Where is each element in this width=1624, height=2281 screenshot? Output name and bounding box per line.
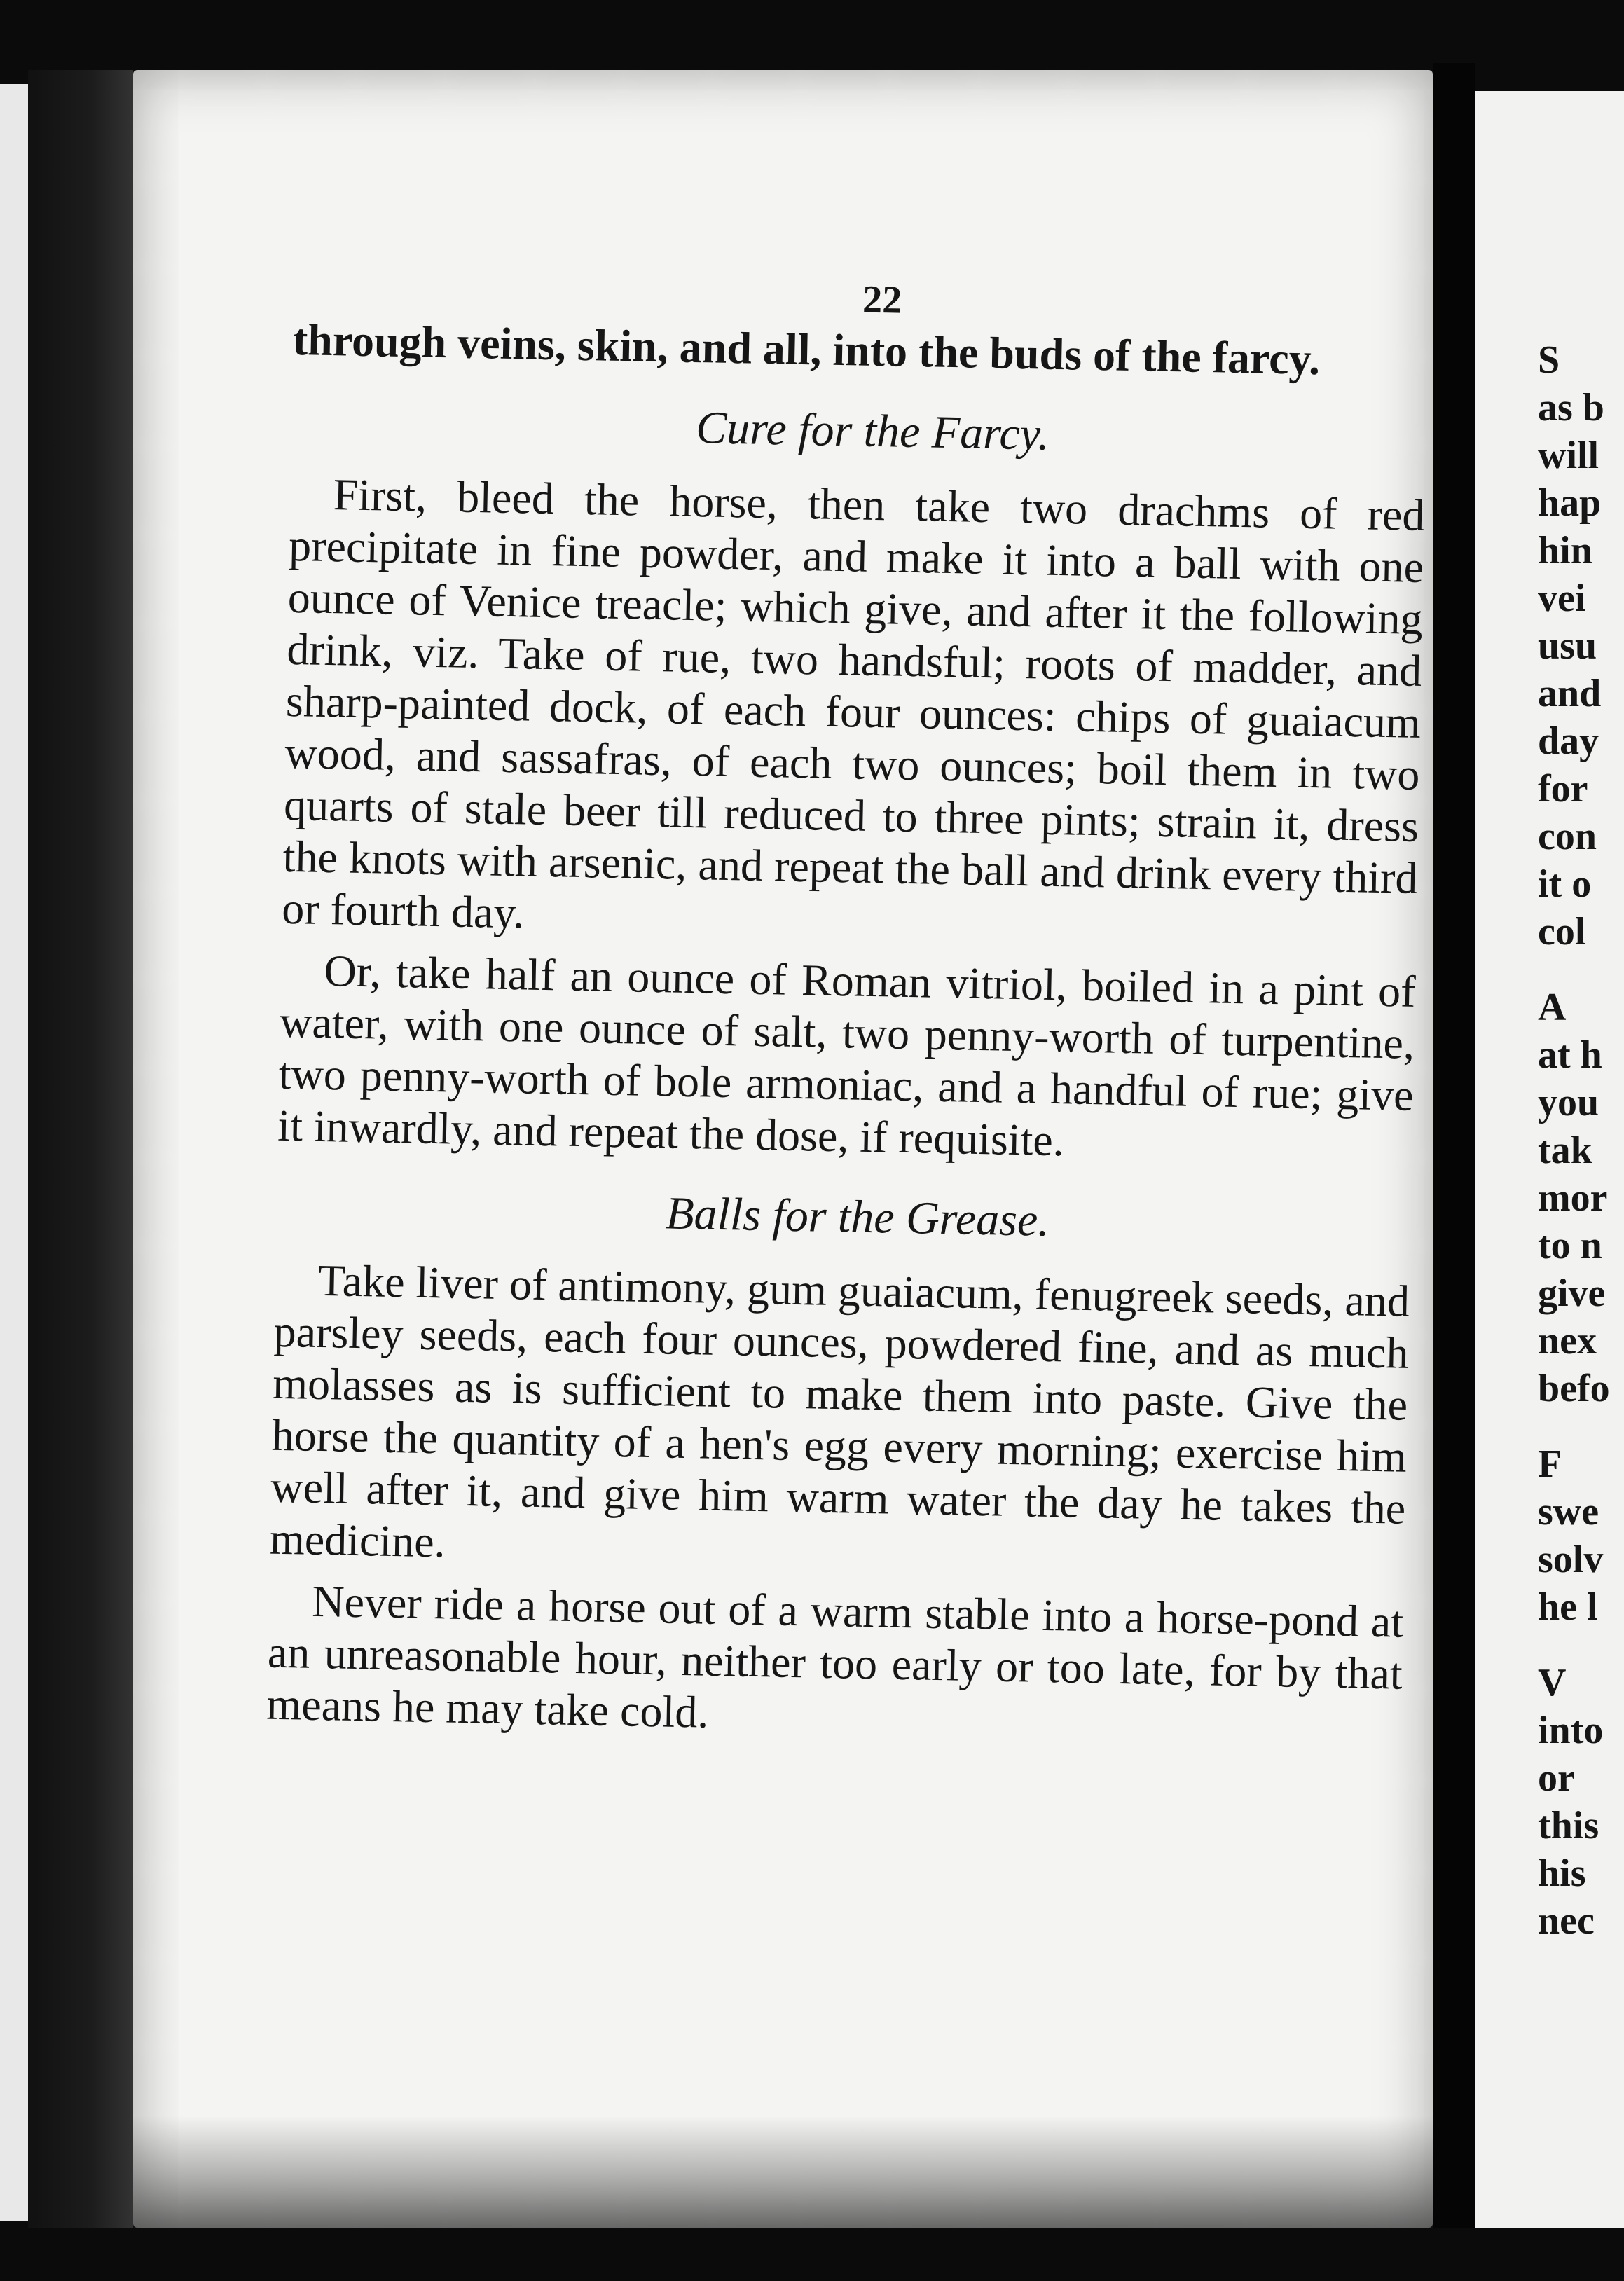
next-page-fragment: into	[1538, 1709, 1604, 1752]
next-page-fragment: you	[1538, 1081, 1599, 1124]
section-heading-grease: Balls for the Grease.	[665, 1187, 1050, 1246]
next-page-fragment: nec	[1538, 1899, 1595, 1943]
next-page-fragment: con	[1538, 815, 1597, 858]
next-page-fragment: he l	[1538, 1585, 1598, 1629]
paragraph-horse-pond-advice: Never ride a horse out of a warm stable into a horse-pond at an unreasonable hour, neither too early or too late, for by that means he may take cold.	[266, 1576, 1404, 1737]
next-page-fragment: to n	[1538, 1224, 1602, 1267]
paragraph-grease-balls: Take liver of antimony, gum guaiacum, fenugreek seeds, and parsley seeds, each four ounces, powdered fine, and as much molasses as is sufficient to make them into paste. Give the horse the quantity of a hen's egg every morning; exercise him well after it, and give him warm water the day he takes the medicine.	[269, 1255, 1410, 1567]
next-page-fragment: this	[1538, 1804, 1599, 1847]
next-page-fragment: solv	[1538, 1538, 1604, 1581]
paragraph-farcy-alternative: Or, take half an ounce of Roman vitriol, boiled in a pint of water, with one ounce of salt, two penny-worth of turpentine, two penny-worth of bole armoniac, and a handful of rue; give it inwardly, and repeat the dose, if requisite.	[277, 946, 1417, 1166]
page-number: 22	[862, 277, 902, 322]
page-bottom-shadow	[133, 2116, 1433, 2228]
scan-bottom-band	[0, 2228, 1624, 2281]
next-page-fragment: F	[1538, 1442, 1562, 1486]
paragraph-farcy-cure: First, bleed the horse, then take two drachms of red precipitate in fine powder, and make it into a ball with one ounce of Venice treacle; which give, and after it the following drink, viz. Take of rue, two handsful; roots of madder, and sharp-painted dock, of each four ounces: chips of guaiacum wood, and sassafras, of each two ounces; boil them in two quarts of stale beer till reduced to three pints; strain it, dress the knots with arsenic, and repeat the ball and drink every third or fourth day.	[281, 469, 1426, 938]
next-page-fragment: V	[1538, 1661, 1567, 1704]
next-page-fragment: befo	[1538, 1367, 1610, 1410]
continuation-paragraph: through veins, skin, and all, into the buds of the farcy.	[292, 314, 1321, 385]
next-page-fragment: as b	[1538, 386, 1604, 429]
previous-page-edge	[0, 84, 28, 2221]
left-gutter-shadow	[28, 70, 133, 2249]
next-page-fragment: hin	[1538, 529, 1592, 572]
page-text-block	[266, 266, 1429, 1762]
next-page-fragment: A	[1538, 986, 1567, 1029]
next-page-fragment: usu	[1538, 624, 1597, 668]
book-spine	[1433, 63, 1475, 2263]
next-page-fragment: hap	[1538, 481, 1602, 525]
next-page-gap	[1538, 1412, 1622, 1440]
next-page-gap	[1538, 1631, 1622, 1659]
next-page-gap	[1538, 956, 1622, 984]
next-page-fragment: day	[1538, 719, 1599, 763]
next-page-fragment: and	[1538, 672, 1602, 715]
next-page-fragment: it o	[1538, 862, 1592, 906]
next-page-fragment: give	[1538, 1272, 1606, 1315]
next-page-fragment: col	[1538, 910, 1586, 953]
next-page-fragment: his	[1538, 1852, 1586, 1895]
next-page-fragment: for	[1538, 767, 1588, 811]
next-page-fragment: tak	[1538, 1129, 1592, 1172]
next-page-fragment: or	[1538, 1756, 1575, 1800]
next-page-fragment: at h	[1538, 1033, 1602, 1077]
next-page-text-fragments	[1538, 336, 1622, 1945]
next-page-fragment: vei	[1538, 577, 1586, 620]
next-page-fragment: S	[1538, 338, 1560, 382]
next-page-fragment: nex	[1538, 1319, 1597, 1363]
next-page-fragment: swe	[1538, 1490, 1599, 1534]
next-page-fragment: mor	[1538, 1176, 1608, 1220]
next-page-fragment: will	[1538, 434, 1599, 477]
section-heading-farcy: Cure for the Farcy.	[695, 402, 1050, 460]
